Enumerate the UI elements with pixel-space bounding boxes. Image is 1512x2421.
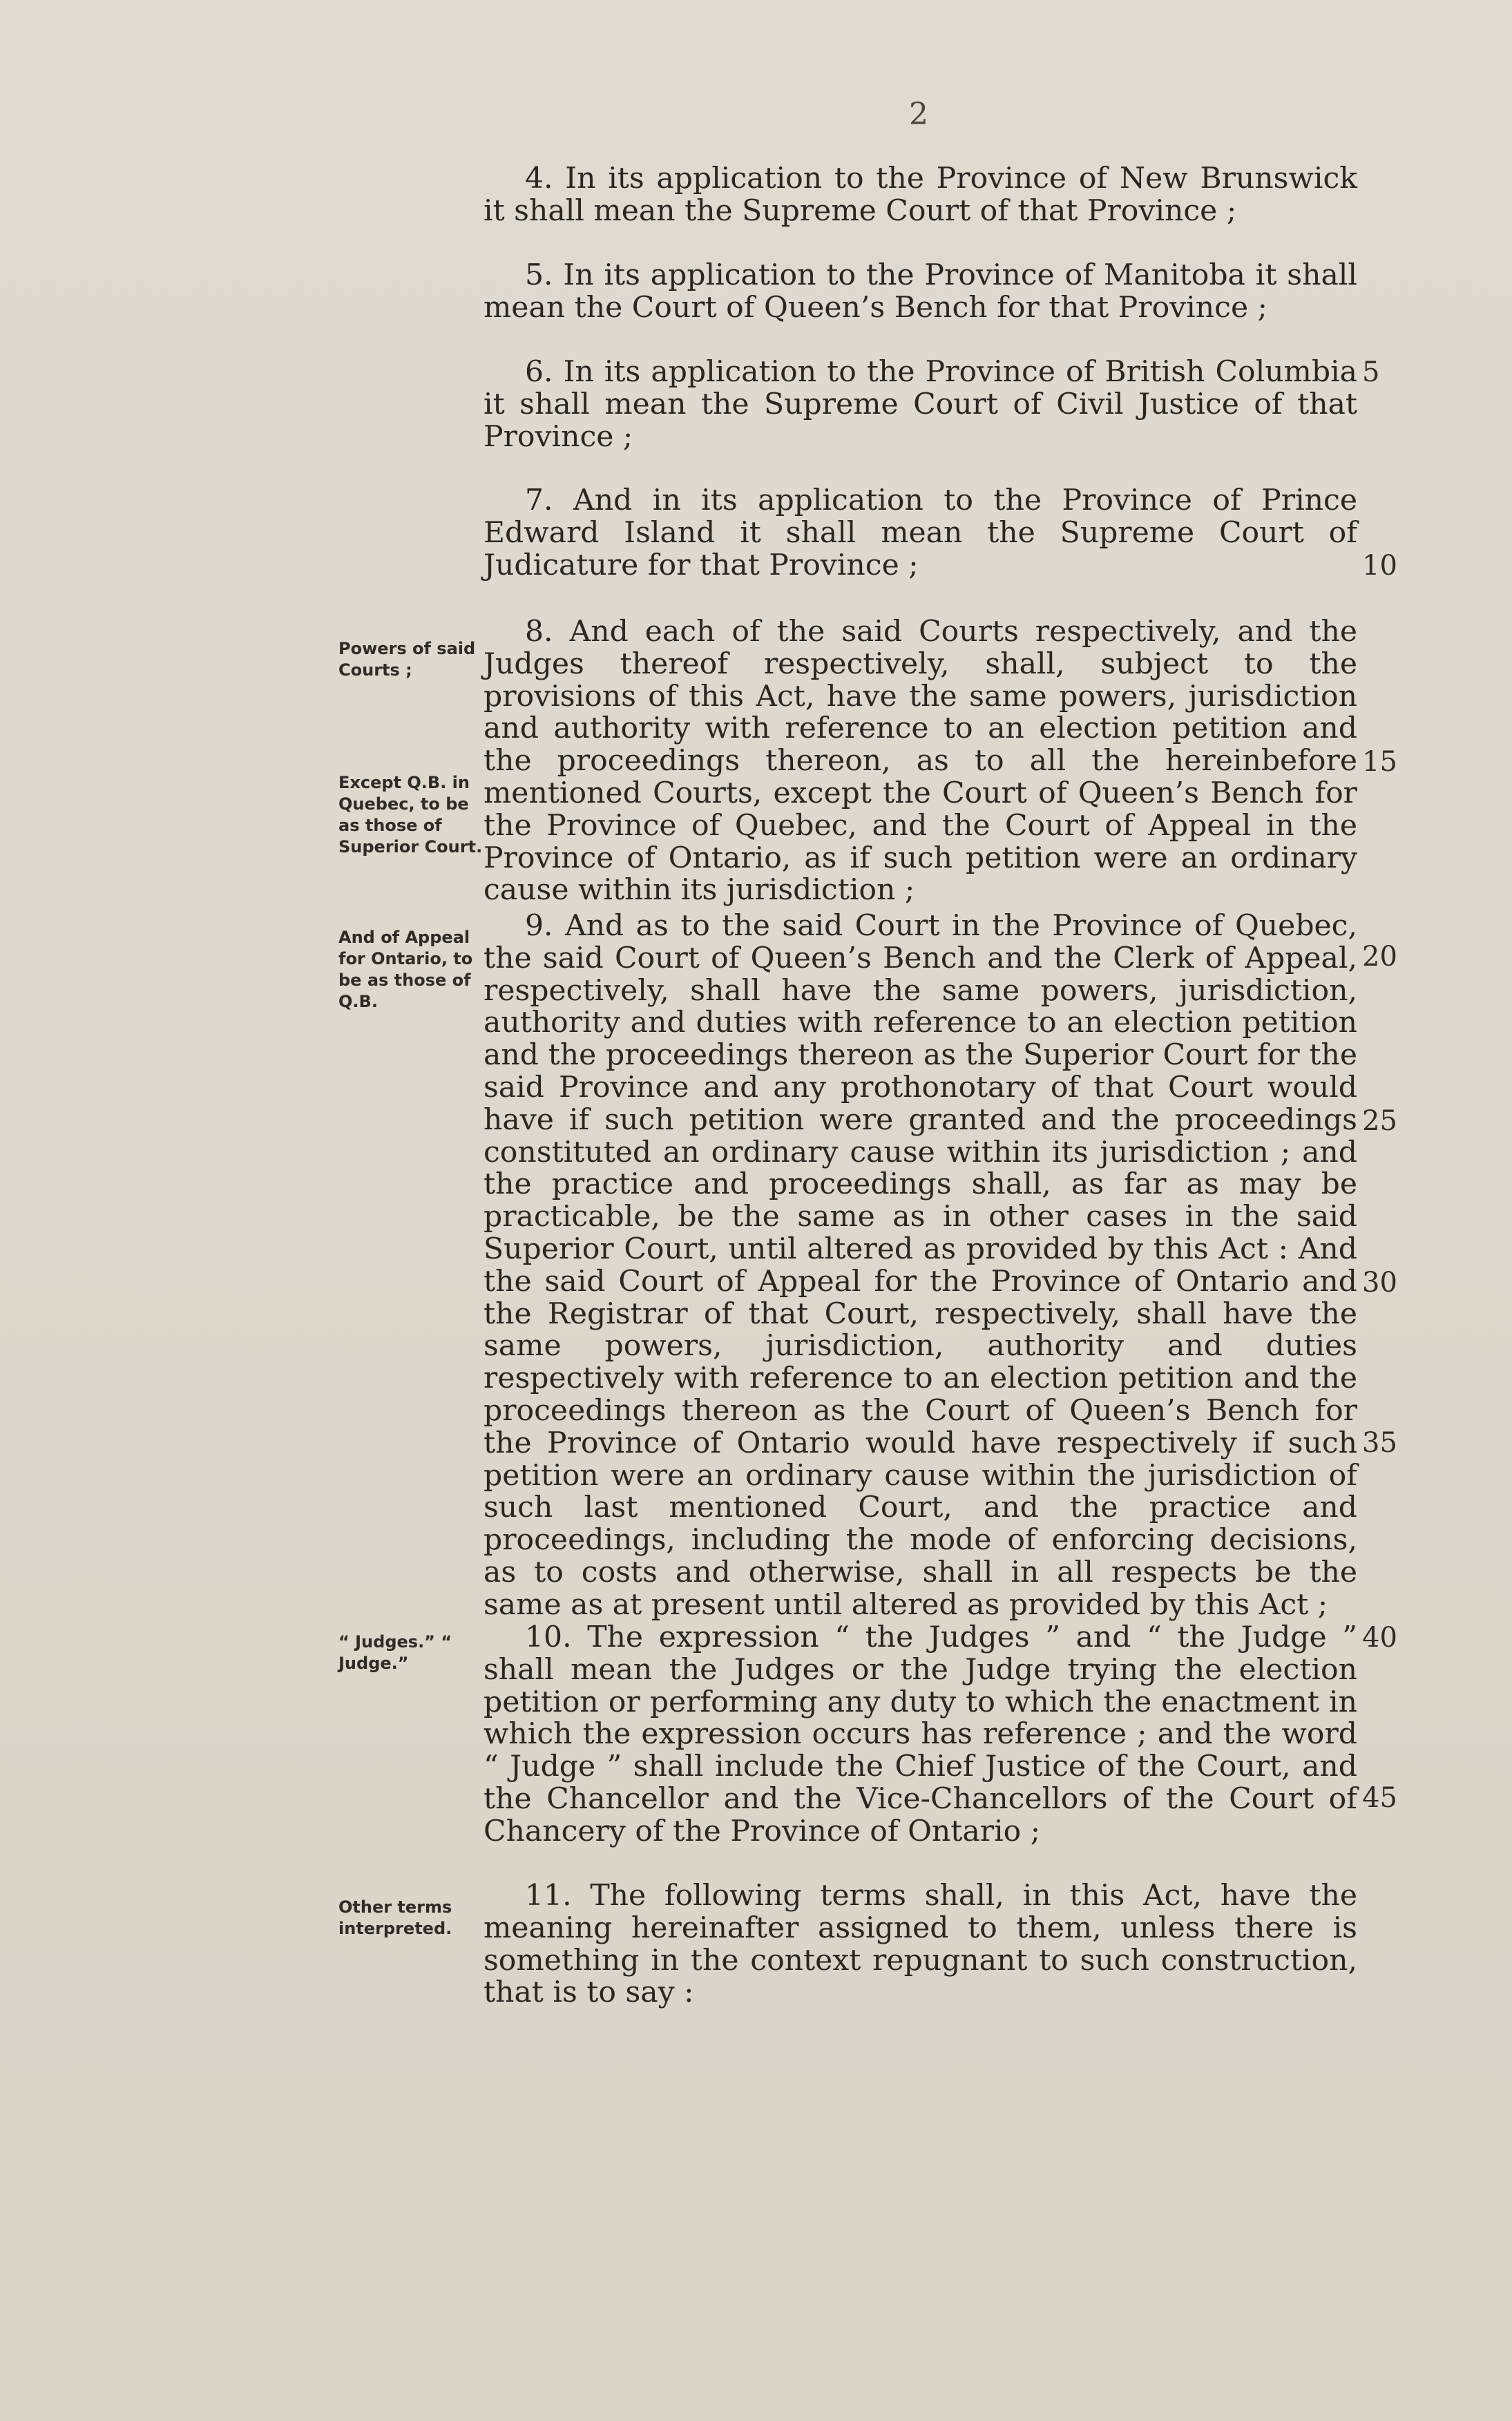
- margin-note-judges: “ Judges.” “ Judge.”: [338, 1632, 452, 1673]
- line-number: 30: [1362, 1267, 1397, 1299]
- margin-note-except-qb: Except Q.B. in Quebec, to be as those of Superior Court.: [338, 773, 483, 857]
- paragraph-text: 10. The expression “ the Judges ” and “ the Judge ” shall mean the Judges or the Judge trying the election petition or performing any duty to which the enactment in which the expression occurs has reference ; and the word “ Judge ” shall include the Chief Justice of the Court, and the Chancellor and the Vice-Chancellors of the Court of Chancery of the Province of Ontario ;: [484, 1620, 1357, 1848]
- margin-note-appeal-ontario: And of Appeal for Ontario, to be as those of Q.B.: [338, 928, 473, 1011]
- line-number: 25: [1362, 1105, 1397, 1137]
- margin-note-other-terms: Other terms interpreted.: [338, 1897, 452, 1938]
- paragraph-text: 4. In its application to the Province of New Brunswick it shall mean the Supreme Court of that Province ;: [484, 162, 1357, 228]
- line-number: 15: [1362, 746, 1397, 778]
- paragraph-text: 8. And each of the said Courts respectively, and the Judges thereof respectively, shall, subject to the provisions of this Act, have the same powers, jurisdiction and authority with reference to an election petition and the proceedings thereon, as to all the hereinbefore mentioned Courts, except the Court of Queen’s Bench for the Province of Quebec, and the Court of Appeal in the Province of Ontario, as if such petition were an ordinary cause within its jurisdiction ;: [484, 615, 1357, 908]
- line-number: 20: [1362, 941, 1397, 973]
- line-number: 45: [1362, 1782, 1397, 1814]
- paragraph-10: [484, 1622, 1357, 1848]
- paragraph-text: 5. In its application to the Province of Manitoba it shall mean the Court of Queen’s Bench for that Province ;: [484, 258, 1357, 325]
- paragraph-text: 7. And in its application to the Province of Prince Edward Island it shall mean the Supreme Court of Judicature for that Province ;: [484, 484, 1357, 582]
- line-number: 10: [1362, 550, 1397, 582]
- margin-note-powers: Powers of said Courts ;: [338, 639, 476, 680]
- paragraph-text: 9. And as to the said Court in the Province of Quebec, the said Court of Queen’s Bench and the Clerk of Appeal, respectively, shall have the same powers, jurisdiction, authority and duties with reference to an election petition and the proceedings thereon as the Superior Court for the said Province and any prothonotary of that Court would have if such petition were granted and the proceedings constituted an ordinary cause within its jurisdiction ; and the practice and proceedings shall, as far as may be practicable, be the same as in other cases in the said Superior Court, until altered as provided by this Act : And the said Court of Appeal for the Province of Ontario and the Registrar of that Court, respectively, shall have the same powers, jurisdiction, authority and duties respectively with reference to an election petition and the proceedings thereon as the Court of Queen’s Bench for the Province of Ontario would have respectively if such petition were an ordinary cause within the jurisdiction of such last mentioned Court, and the practice and proceedings, including the mode of enforcing decisions, as to costs and otherwise, shall in all respects be the same as at present until altered as provided by this Act ;: [484, 909, 1357, 1622]
- paragraph-4: [484, 163, 1357, 228]
- paragraph-7: [484, 485, 1357, 582]
- line-number: 40: [1362, 1622, 1397, 1654]
- paragraph-text: 11. The following terms shall, in this Act, have the meaning hereinafter assigned to them, unless there is something in the context repugnant to such construction, that is to say :: [484, 1879, 1357, 2010]
- paragraph-11: [484, 1880, 1357, 2009]
- paragraph-9: [484, 910, 1357, 1622]
- page-number: 2: [909, 97, 928, 132]
- paragraph-5: [484, 260, 1357, 325]
- line-number: 5: [1362, 356, 1380, 388]
- line-number: 35: [1362, 1427, 1397, 1459]
- paragraph-text: 6. In its application to the Province of British Columbia it shall mean the Supreme Court of Civil Justice of that Province ;: [484, 355, 1357, 454]
- paragraph-6: [484, 356, 1357, 453]
- paragraph-8: [484, 616, 1357, 907]
